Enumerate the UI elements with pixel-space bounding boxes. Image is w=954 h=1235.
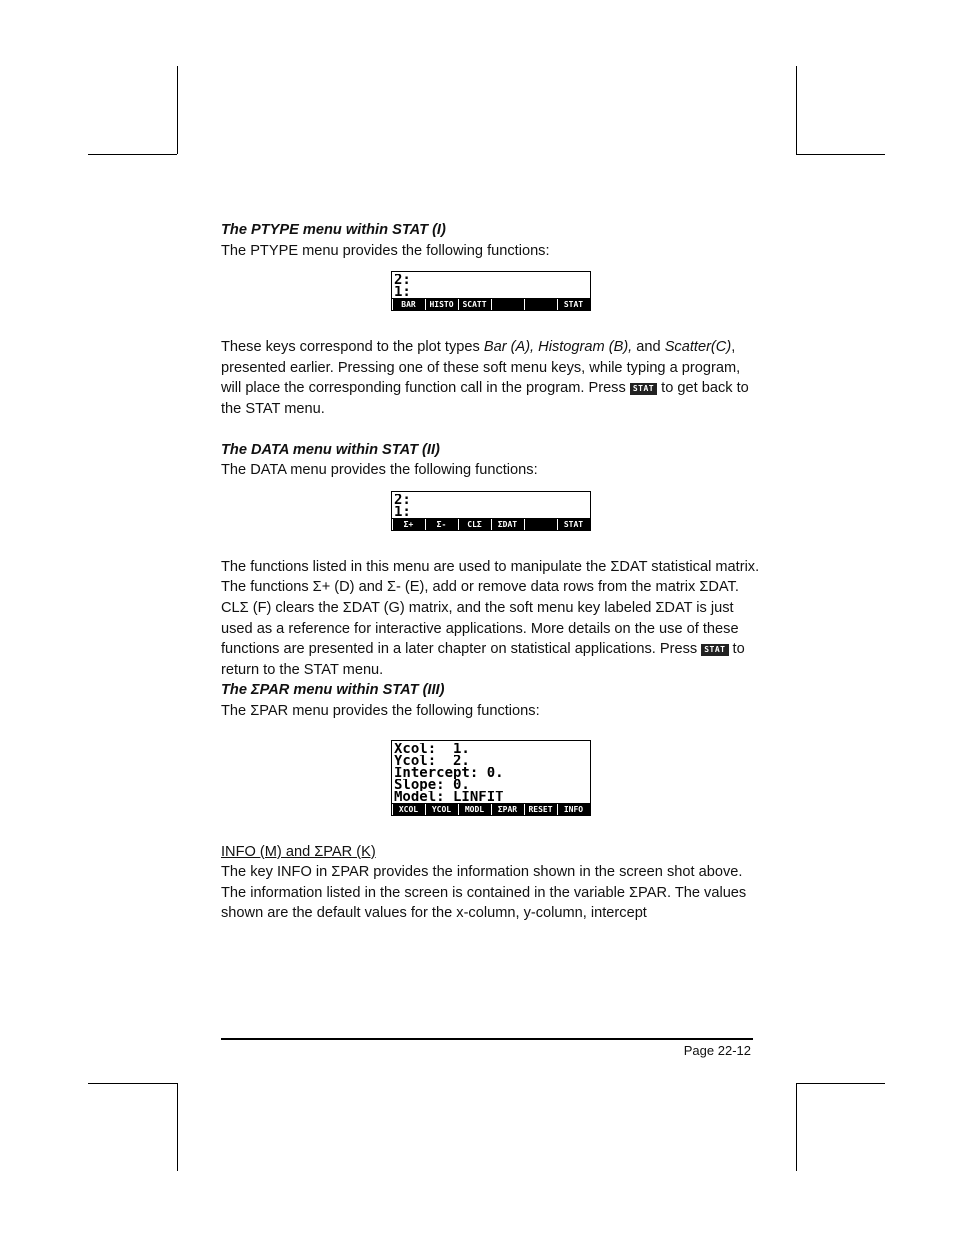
spar-soft-menu	[392, 803, 590, 815]
crop-mark-top-left-vertical	[177, 66, 178, 154]
softkey-sigma-minus[interactable]: Σ-	[426, 519, 458, 530]
stat-key-icon: STAT	[701, 644, 728, 656]
stat-key-icon: STAT	[630, 383, 657, 395]
data-calculator-screen	[391, 491, 591, 531]
softkey-reset[interactable]: RESET	[525, 804, 557, 815]
softkey-empty-5[interactable]	[525, 299, 557, 310]
softkey-scatt[interactable]: SCATT	[459, 299, 491, 310]
spar-description: The key INFO in ΣPAR provides the information shown in the screen shot above. The information listed in the screen is contained in the variable ΣPAR. The values shown are the default values for the x-column, y-column, intercept	[221, 864, 747, 922]
footer-rule	[221, 1038, 753, 1040]
ptype-calculator-screen	[391, 271, 591, 311]
crop-mark-bottom-left-horizontal	[88, 1083, 177, 1084]
softkey-xcol[interactable]: XCOL	[393, 804, 425, 815]
ycol-line: Ycol: 2.	[394, 754, 470, 767]
intercept-line: Intercept: 0.	[394, 766, 504, 779]
stack-level-1: 1:	[394, 286, 411, 299]
stack-level-2: 2:	[394, 274, 411, 287]
stack-level-1: 1:	[394, 505, 411, 518]
softkey-ycol[interactable]: YCOL	[426, 804, 458, 815]
stack-level-2: 2:	[394, 493, 411, 506]
spar-heading: The ΣPAR menu within STAT (III)	[221, 682, 445, 699]
data-screen-wrap	[221, 491, 761, 531]
slope-line: Slope: 0.	[394, 778, 470, 791]
xcol-line: Xcol: 1.	[394, 742, 470, 755]
data-description: The functions listed in this menu are used to manipulate the ΣDAT statistical matrix. The functions Σ+ (D) and Σ- (E), add or remove data rows from the matrix ΣDAT. CLΣ (F) clears the ΣDAT (G) matrix, and the soft menu key labeled ΣDAT is just used as a reference for interactive applications. More details on the use of these functions are presented in a later chapter on statistical applications. Press STAT to return to the STAT menu.	[221, 558, 760, 678]
crop-mark-top-left-horizontal	[88, 154, 177, 155]
spar-intro: The ΣPAR menu provides the following functions:	[221, 702, 540, 719]
page-content	[221, 220, 761, 924]
softkey-stat[interactable]: STAT	[558, 519, 590, 530]
crop-mark-bottom-left-vertical	[177, 1083, 178, 1171]
crop-mark-bottom-right-horizontal	[796, 1083, 885, 1084]
softkey-empty-4[interactable]	[492, 299, 524, 310]
data-heading: The DATA menu within STAT (II)	[221, 441, 440, 458]
model-line: Model: LINFIT	[394, 790, 504, 803]
softkey-cl-sigma[interactable]: CLΣ	[459, 519, 491, 530]
data-soft-menu	[392, 518, 590, 530]
softkey-info[interactable]: INFO	[558, 804, 590, 815]
softkey-empty-5[interactable]	[525, 519, 557, 530]
info-subheading: INFO (M) and ΣPAR (K)	[221, 843, 376, 860]
softkey-sigma-dat[interactable]: ΣDAT	[492, 519, 524, 530]
spar-calculator-screen	[391, 740, 591, 816]
softkey-bar[interactable]: BAR	[393, 299, 425, 310]
crop-mark-top-right-horizontal	[796, 154, 885, 155]
crop-mark-top-right-vertical	[796, 66, 797, 154]
data-intro: The DATA menu provides the following functions:	[221, 462, 538, 479]
softkey-sigma-plus[interactable]: Σ+	[393, 519, 425, 530]
spar-screen-wrap	[221, 740, 761, 816]
crop-mark-bottom-right-vertical	[796, 1083, 797, 1171]
ptype-soft-menu	[392, 298, 590, 310]
ptype-heading: The PTYPE menu within STAT (I)	[221, 222, 446, 238]
page-number: Page 22-12	[683, 1043, 751, 1058]
softkey-stat[interactable]: STAT	[558, 299, 590, 310]
softkey-sigma-par[interactable]: ΣPAR	[492, 804, 524, 815]
ptype-intro: The PTYPE menu provides the following functions:	[221, 242, 550, 259]
softkey-modl[interactable]: MODL	[459, 804, 491, 815]
ptype-description: These keys correspond to the plot types Bar (A), Histogram (B), and Scatter(C), presented earlier. Pressing one of these soft menu keys, while typing a program, will place the corresponding function call in the program. Press STAT to get back to the STAT menu.	[221, 339, 749, 417]
softkey-histo[interactable]: HISTO	[426, 299, 458, 310]
ptype-screen-wrap	[221, 271, 761, 311]
